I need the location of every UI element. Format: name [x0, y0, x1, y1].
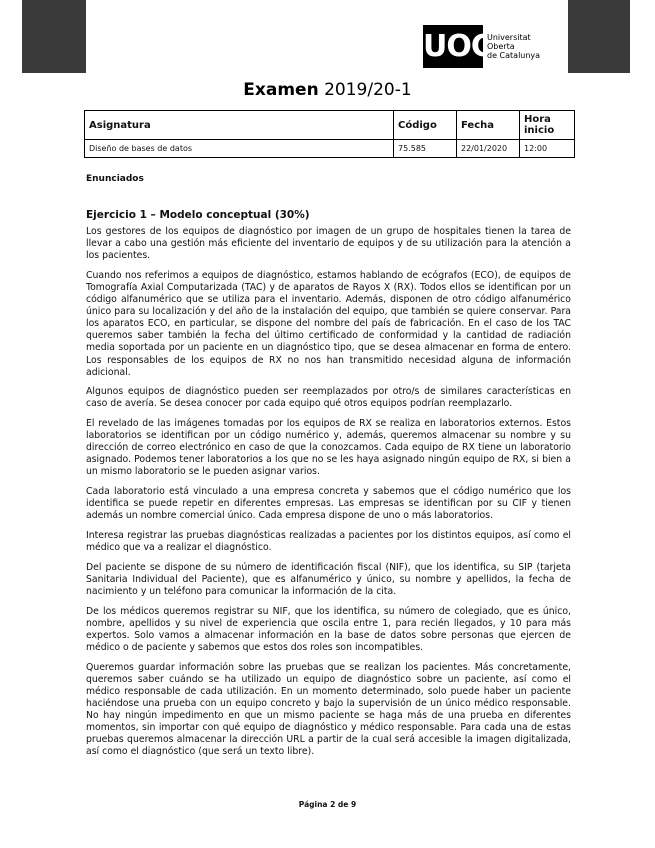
paragraph: Cada laboratorio está vinculado a una empresa concreta y sabemos que el código numérico que los identifica se puede repetir en diferentes empresas. Las empresas se identifican por su CIF y tienen además un nombre comercial único. Cada empresa dispone de uno o más laboratorios.: [86, 486, 571, 522]
table-row: [85, 140, 575, 158]
logo-line-1: Universitat: [487, 33, 531, 42]
header-corner-left: [22, 0, 86, 73]
uoc-logo: [423, 25, 540, 68]
paragraph: Los gestores de los equipos de diagnóstico por imagen de un grupo de hospitales tienen la tarea de llevar a cabo una gestión más eficiente del inventario de equipos y de su utilización para la atención a los pacientes.: [86, 226, 571, 262]
paragraph: Del paciente se dispone de su número de identificación fiscal (NIF), que los identifica, su SIP (tarjeta Sanitaria Individual del Paciente), que es alfanumérico y único, su nombre y apellidos, la fecha de nacimiento y un teléfono para comunicar la información de la cita.: [86, 561, 571, 597]
table-header-row: [85, 111, 575, 140]
header-codigo: Código: [394, 111, 457, 140]
paragraph: De los médicos queremos registrar su NIF, que los identifica, su número de colegiado, que es único, nombre, apellidos y su nivel de experiencia que oscila entre 1, para recién llegados, y 10 para más expertos. Solo vamos a almacenar información en la base de datos sobre personas que ejercen de médico o de paciente y sabemos que estos dos roles son incompatibles.: [86, 605, 571, 653]
exam-info-table: [84, 110, 575, 158]
paragraph: Algunos equipos de diagnóstico pueden ser reemplazados por otro/s de similares características en caso de avería. Se desea conocer por cada equipo qué otros equipos podrían reemplazarlo.: [86, 386, 571, 410]
logo-line-3: de Catalunya: [487, 51, 541, 60]
cell-asignatura: Diseño de bases de datos: [85, 140, 394, 158]
paragraph: Cuando nos referimos a equipos de diagnóstico, estamos hablando de ecógrafos (ECO), de equipos de Tomografía Axial Computarizada (TAC) y de aparatos de Rayos X (RX). Todos ellos se identifican por un código alfanumérico que se utiliza para el inventario. Además, disponen de otro código alfanumérico único para su localización y del año de la instalación del equipo, que también se quiere conservar. Para los aparatos ECO, en particular, se dispone del nombre del país de fabricación. En el caso de los TAC queremos saber también la fecha del último certificado de conformidad y la cantidad de radiación media soportada por un paciente en un diagnóstico tipo, que se desea almacenar en forma de entero. Los responsables de los equipos de RX no nos han transmitido necesidad alguna de información adicional.: [86, 269, 571, 378]
page-title: [0, 80, 655, 100]
paragraph: El revelado de las imágenes tomadas por los equipos de RX se realiza en laboratorios externos. Estos laboratorios se identifican por un código numérico y, además, queremos almacenar su nombre y su dirección de correo electrónico en caso de que la conozcamos. Cada equipo de RX tiene un laboratorio asignado. Podemos tener laboratorios a los que no se les haya asignado ningún equipo de RX, si bien a un mismo laboratorio se le pueden asignar varios.: [86, 418, 571, 478]
paragraph: Interesa registrar las pruebas diagnósticas realizadas a pacientes por los distintos equipos, así como el médico que va a realizar el diagnóstico.: [86, 530, 571, 554]
logo-line-2: Oberta: [487, 42, 515, 51]
page-footer: Página 2 de 9: [298, 800, 357, 809]
cell-codigo: 75.585: [394, 140, 457, 158]
section-heading: Enunciados: [86, 174, 144, 184]
cell-hora-inicio: 12:00: [520, 140, 575, 158]
title-main: Examen: [243, 80, 319, 100]
header-fecha: Fecha: [457, 111, 520, 140]
logo-text: [487, 33, 540, 60]
header-asignatura: Asignatura: [85, 111, 394, 140]
cell-fecha: 22/01/2020: [457, 140, 520, 158]
logo-mark: UOC: [423, 25, 483, 68]
title-term: 2019/20-1: [324, 80, 412, 100]
header-hora-inicio: Hora inicio: [520, 111, 575, 140]
paragraph: Queremos guardar información sobre las pruebas que se realizan los pacientes. Más concretamente, queremos saber cuándo se ha utilizado un equipo de diagnóstico sobre un paciente, así como el médico responsable de cada utilización. En un momento determinado, solo puede haber un paciente haciéndose una prueba con un equipo concreto y bajo la supervisión de un único médico responsable. No hay ningún impedimento en que un mismo paciente se haga más de una prueba en diferentes momentos, sin importar con qué equipo de diagnóstico y médico responsable. Para cada una de estas pruebas queremos almacenar la dirección URL a partir de la cual será accesible la imagen digitalizada, así como el diagnóstico (que será un texto libre).: [86, 661, 571, 758]
exercise-body: [86, 226, 571, 766]
header-corner-right: [568, 0, 630, 73]
exercise-title: Ejercicio 1 – Modelo conceptual (30%): [86, 209, 310, 221]
